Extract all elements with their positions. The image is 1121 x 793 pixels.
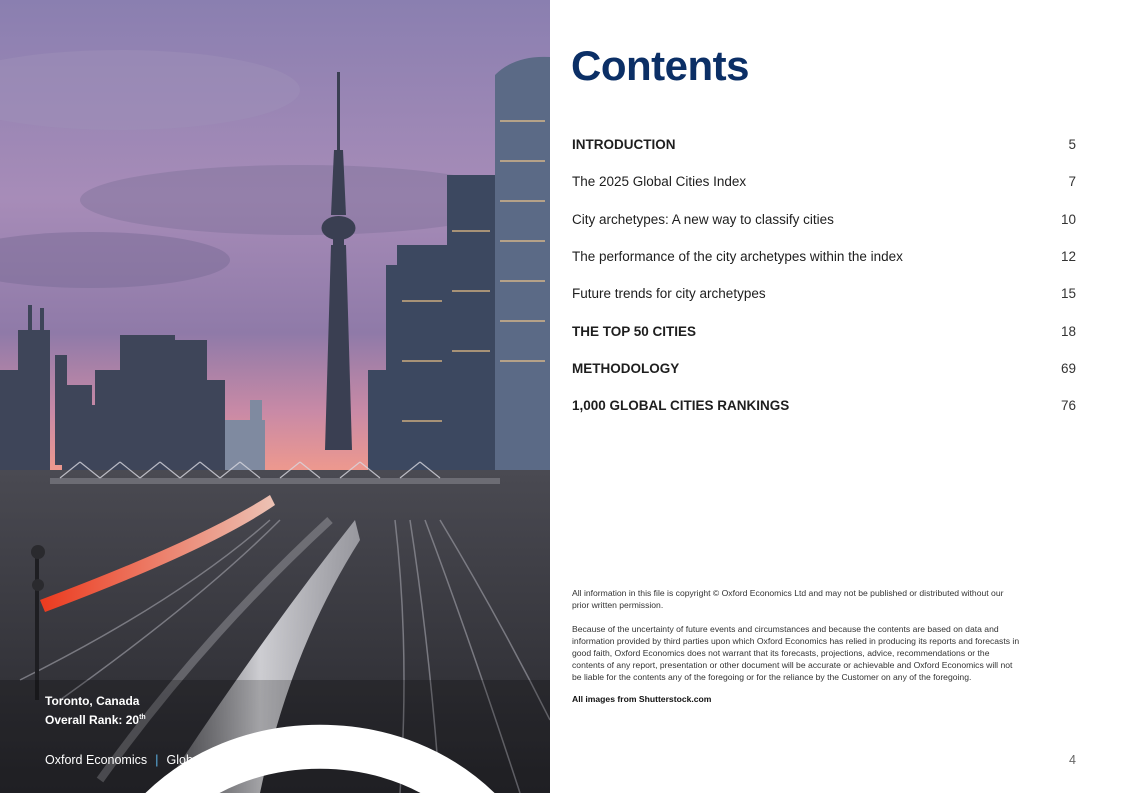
toc-entry-label: Future trends for city archetypes (572, 286, 766, 302)
toc-entry-label: City archetypes: A new way to classify cities (572, 211, 834, 227)
footer-publication-title: Global Cities Index 2025 (166, 752, 303, 767)
copyright-notice: All information in this file is copyright © Oxford Economics Ltd and may not be published or distributed without our prior written permission. (572, 588, 1004, 610)
toc-entry[interactable] (572, 163, 1076, 200)
toc-entry-page: 5 (1068, 137, 1076, 153)
toronto-skyline-illustration (0, 0, 550, 793)
toc-entry-label: The 2025 Global Cities Index (572, 174, 747, 190)
toc-entry-page: 12 (1060, 249, 1076, 265)
toc-entry[interactable] (572, 238, 1076, 275)
footer-publication (45, 752, 303, 767)
footer-separator: | (155, 752, 159, 767)
toc-entry-page: 7 (1068, 174, 1076, 190)
toc-entry-page: 18 (1060, 323, 1076, 339)
toc-entry[interactable] (572, 387, 1076, 424)
toc-entry-page: 10 (1060, 211, 1076, 227)
toc-entry-label: The performance of the city archetypes within the index (572, 249, 903, 265)
toc-entry-page: 15 (1060, 286, 1076, 302)
toc-entry-page: 69 (1060, 360, 1076, 376)
image-credit: All images from Shutterstock.com (572, 694, 712, 704)
caption-city: Toronto, Canada (45, 694, 140, 708)
toc-entry-label: INTRODUCTION (572, 137, 676, 153)
legal-notice (572, 587, 1020, 717)
page-number: 4 (1069, 753, 1076, 767)
toc-entry-page: 76 (1060, 398, 1076, 414)
page-title: Contents (571, 42, 749, 89)
toc-entry-label: THE TOP 50 CITIES (572, 323, 697, 339)
footer-brand: Oxford Economics (45, 752, 148, 767)
cover-photo (0, 0, 550, 793)
disclaimer: Because of the uncertainty of future events and circumstances and because the contents are based on data and information provided by third parties upon which Oxford Economics has relied in producing its reports and forecasts in good faith, Oxford Economics does not warrant that its forecasts, projections, advice, recommendations or the contents of any report, presentation or other document will be accurate or achievable and Oxford Economics will not be liable for the contents any of the foregoing or for the reliance by the Customer on any of the foregoing. (572, 624, 1020, 682)
toc-entry[interactable] (572, 126, 1076, 163)
toc-entry[interactable] (572, 201, 1076, 238)
toc-entry[interactable] (572, 275, 1076, 312)
toc-entry-label: 1,000 GLOBAL CITIES RANKINGS (572, 398, 790, 414)
toc-entry-label: METHODOLOGY (572, 360, 680, 376)
toc-entry[interactable] (572, 312, 1076, 349)
photo-caption (45, 694, 146, 728)
toc-entry[interactable] (572, 350, 1076, 387)
table-of-contents (572, 126, 1076, 424)
location-pin-icon (45, 694, 550, 793)
caption-rank: Overall Rank: 20th (45, 712, 146, 727)
